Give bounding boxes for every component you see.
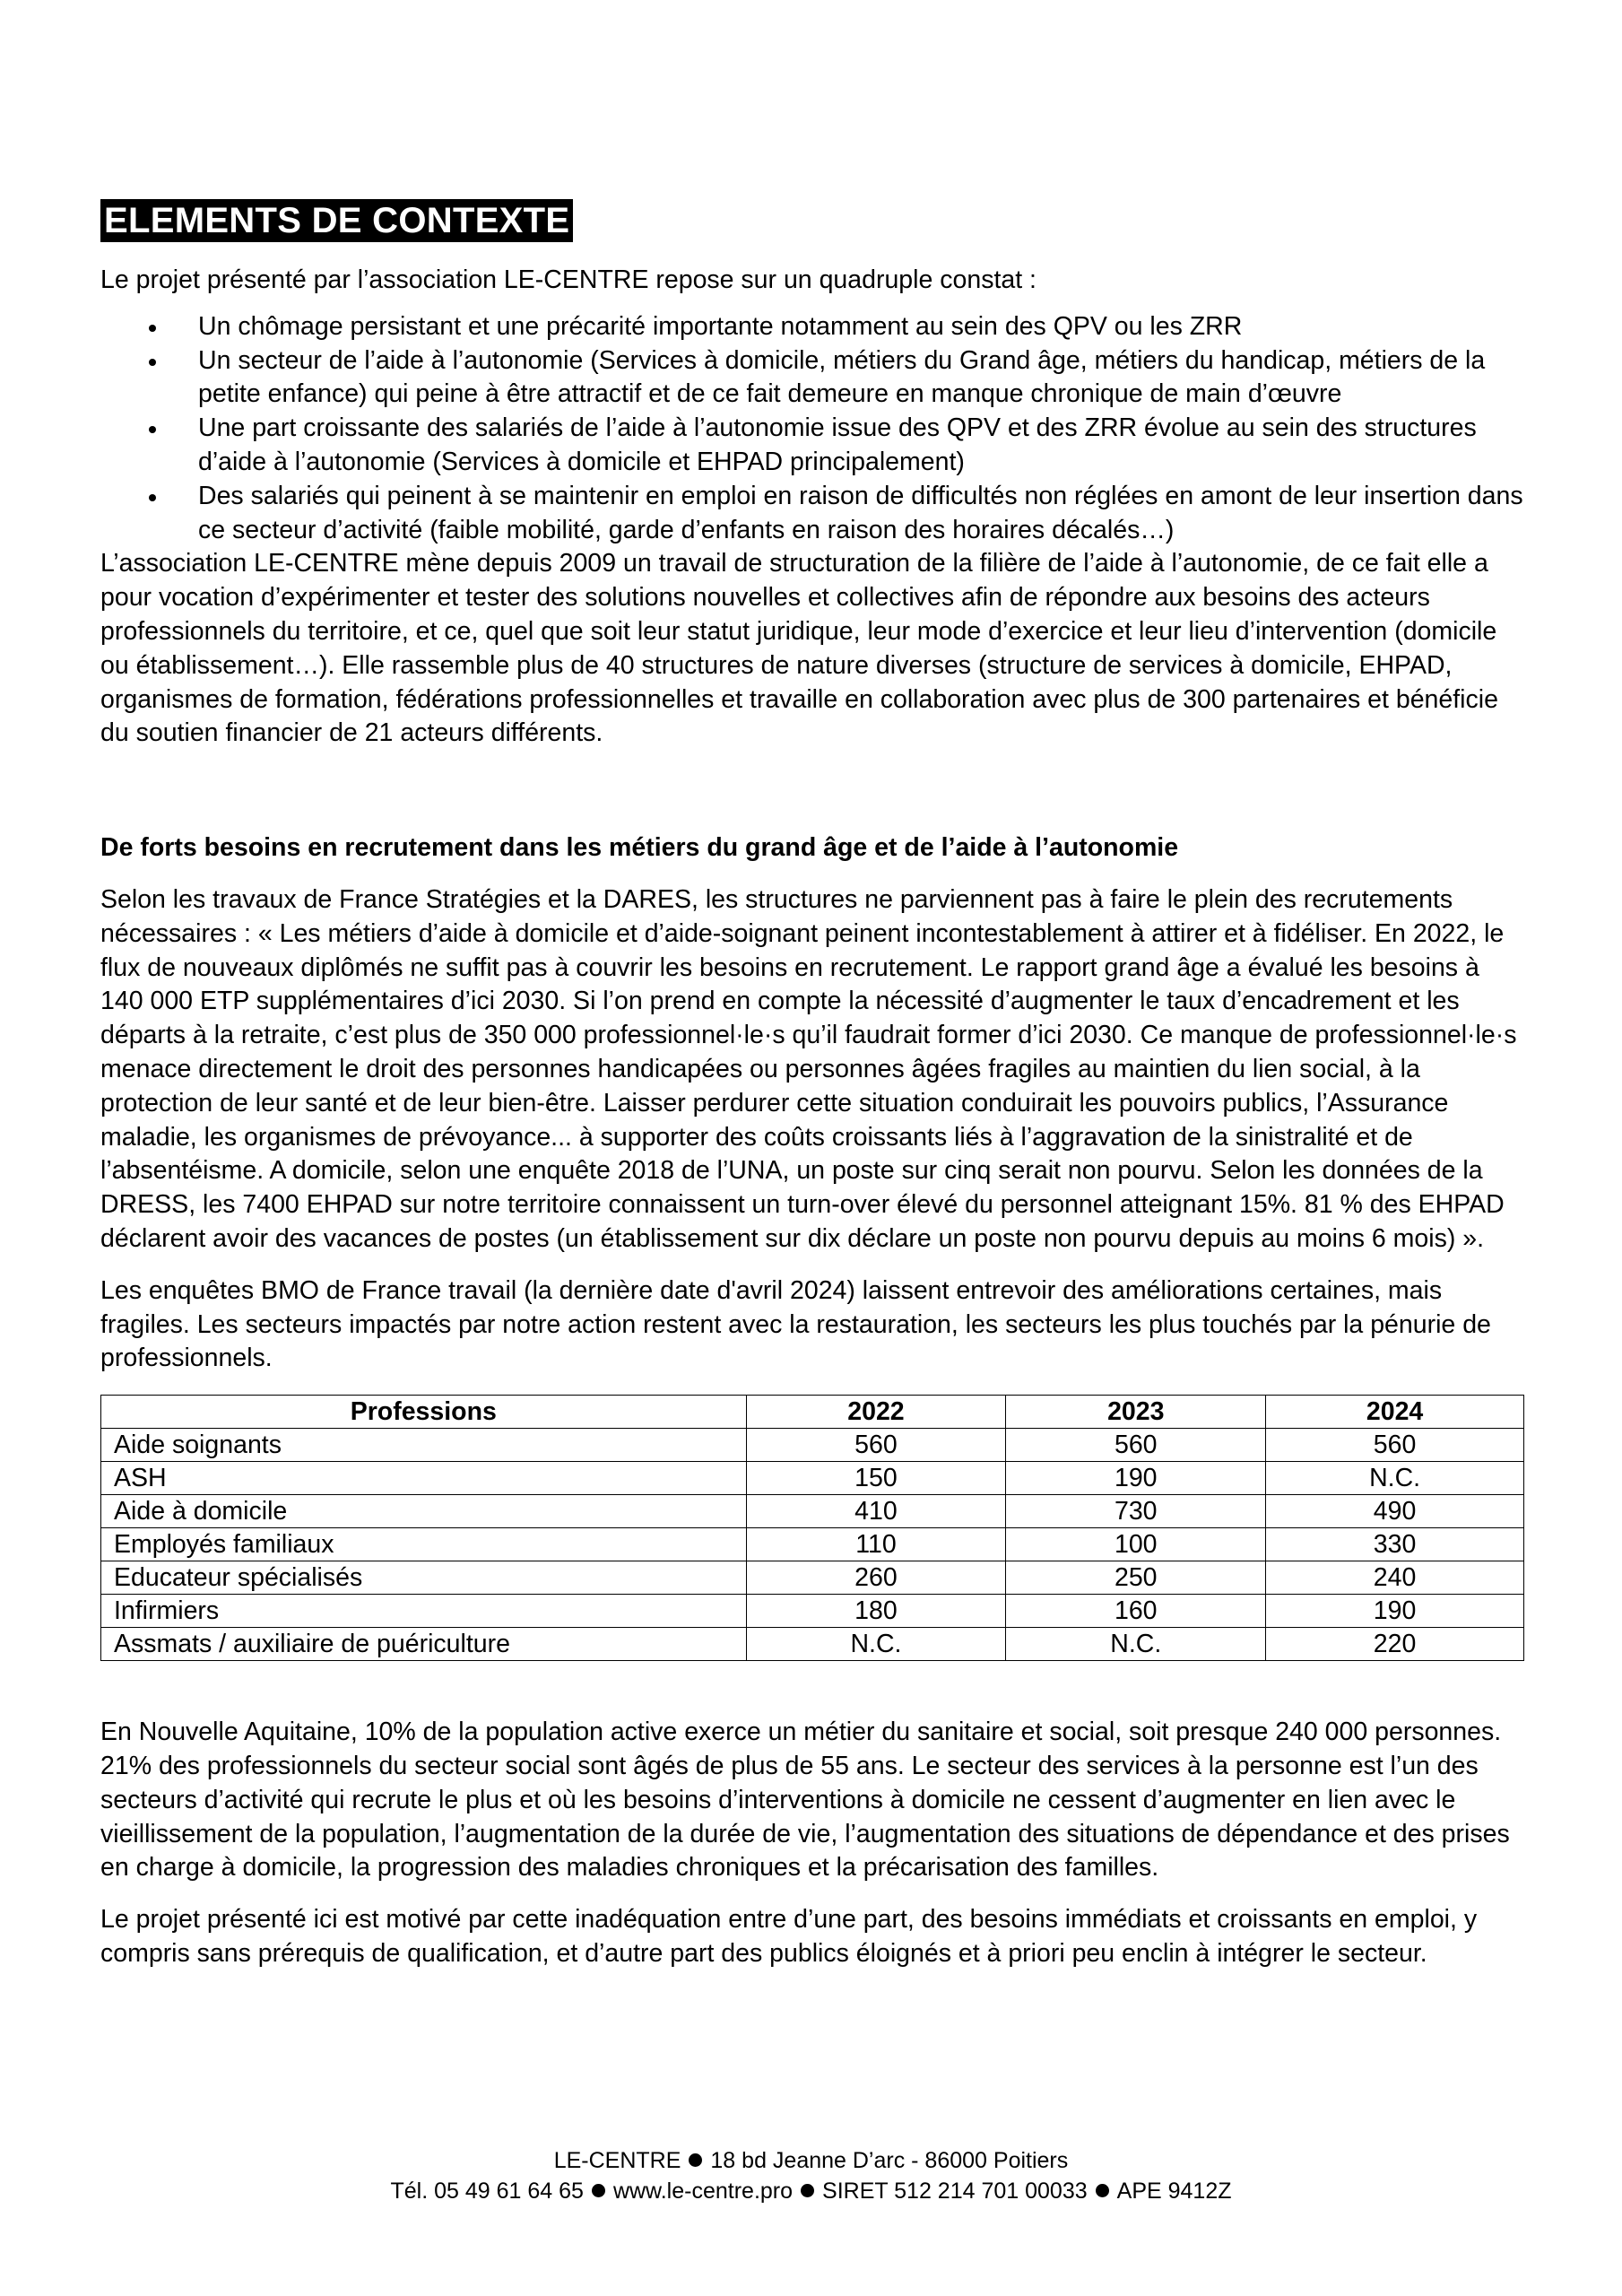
table-cell: 410 [746, 1495, 1006, 1528]
table-cell: 260 [746, 1561, 1006, 1595]
list-item: Un chômage persistant et une précarité importante notamment au sein des QPV ou les ZRR [100, 310, 1524, 344]
footer-siret: SIRET 512 214 701 00033 [822, 2179, 1088, 2204]
table-cell: ASH [101, 1462, 747, 1495]
table-cell: 110 [746, 1528, 1006, 1561]
footer-address: 18 bd Jeanne D’arc - 86000 Poitiers [710, 2148, 1069, 2173]
table-row [101, 1628, 1524, 1661]
bullet-icon [149, 359, 156, 366]
table-cell: N.C. [1266, 1462, 1524, 1495]
table-cell: Aide soignants [101, 1429, 747, 1462]
footer-website: www.le-centre.pro [612, 2179, 794, 2204]
table-cell: Aide à domicile [101, 1495, 747, 1528]
bmo-paragraph: Les enquêtes BMO de France travail (la dernière date d'avril 2024) laissent entrevoir des améliorations certaines, mais fragiles. Les secteurs impactés par notre action restent avec la restauration, les secteurs les plus touchés par la pénurie de professionnels. [100, 1275, 1491, 1373]
list-item: Des salariés qui peinent à se maintenir en emploi en raison de difficultés non réglées en amont de leur insertion dans ce secteur d’activité (faible mobilité, garde d’enfants en raison des horaires décalés…) [100, 480, 1524, 548]
table-cell: Assmats / auxiliaire de puériculture [101, 1628, 747, 1661]
table-cell: 190 [1006, 1462, 1266, 1495]
table-cell: 560 [1266, 1429, 1524, 1462]
table-row [101, 1462, 1524, 1495]
table-cell: 560 [746, 1429, 1006, 1462]
bullet-icon [689, 2153, 702, 2167]
table-row [101, 1495, 1524, 1528]
bullet-icon [149, 494, 156, 501]
table-cell: 250 [1006, 1561, 1266, 1595]
table-cell: 100 [1006, 1528, 1266, 1561]
bullet-icon [149, 426, 156, 433]
footer-ape: APE 9412Z [1116, 2179, 1232, 2204]
table-cell: 190 [1266, 1595, 1524, 1628]
intro-paragraph: Le projet présenté par l’association LE-CENTRE repose sur un quadruple constat : [100, 265, 1037, 294]
column-header: Professions [101, 1396, 747, 1429]
table-cell: 490 [1266, 1495, 1524, 1528]
table-cell: 180 [746, 1595, 1006, 1628]
association-paragraph: L’association LE-CENTRE mène depuis 2009 un travail de structuration de la filière de l’aide à l’autonomie, de ce fait elle a pour vocation d’expérimenter et tester des solutions nouvelles et collectives afin de répondre aux besoins des acteurs professionnels du territoire, et ce, quel que soit leur statut juridique, leur mode d’exercice et leur lieu d’intervention (domicile ou établissement…). Elle rassemble plus de 40 structures de nature diverses (structure de services à domicile, EHPAD, organismes de formation, fédérations professionnelles et travaille en collaboration avec plus de 300 partenaires et bénéficie du soutien financier de 21 acteurs différents. [100, 549, 1498, 748]
table-row [101, 1561, 1524, 1595]
table-header-row [101, 1396, 1524, 1429]
bullet-icon [1096, 2184, 1109, 2197]
table-cell: N.C. [746, 1628, 1006, 1661]
table-cell: 220 [1266, 1628, 1524, 1661]
page-footer [0, 2145, 1622, 2206]
table-cell: 560 [1006, 1429, 1266, 1462]
project-paragraph: Le projet présenté ici est motivé par cette inadéquation entre d’une part, des besoins immédiats et croissants en emploi, y compris sans prérequis de qualification, et d’autre part des publics éloignés et à priori peu enclin à intégrer le secteur. [100, 1905, 1478, 1968]
table-cell: Employés familiaux [101, 1528, 747, 1561]
bullet-icon [801, 2184, 814, 2197]
column-header: 2024 [1266, 1396, 1524, 1429]
table-cell: N.C. [1006, 1628, 1266, 1661]
footer-line-2 [0, 2176, 1622, 2206]
list-item: Une part croissante des salariés de l’aide à l’autonomie issue des QPV et des ZRR évolue au sein des structures d’aide à l’autonomie (Services à domicile et EHPAD principalement) [100, 412, 1524, 480]
constat-list [100, 310, 1524, 548]
professions-table [100, 1395, 1524, 1661]
table-cell: Infirmiers [101, 1595, 747, 1628]
section-title: ELEMENTS DE CONTEXTE [100, 199, 573, 242]
footer-phone: Tél. 05 49 61 64 65 [390, 2179, 584, 2204]
table-cell: 730 [1006, 1495, 1266, 1528]
list-item: Un secteur de l’aide à l’autonomie (Services à domicile, métiers du Grand âge, métiers du handicap, métiers de la petite enfance) qui peine à être attractif et de ce fait demeure en manque chronique de main d’œuvre [100, 344, 1524, 413]
table-cell: 160 [1006, 1595, 1266, 1628]
bullet-icon [592, 2184, 605, 2197]
footer-line-1 [0, 2145, 1622, 2176]
dares-paragraph: Selon les travaux de France Stratégies et la DARES, les structures ne parviennent pas à faire le plein des recrutements nécessaires : « Les métiers d’aide à domicile et d’aide-soignant peinent incontestablement à attirer et à fidéliser. En 2022, le flux de nouveaux diplômés ne suffit pas à couvrir les besoins en recrutement. Le rapport grand âge a évalué les besoins à 140 000 ETP supplémentaires d’ici 2030. Si l’on prend en compte la nécessité d’augmenter le taux d’encadrement et les départs à la retraite, c’est plus de 350 000 professionnel·le·s qu’il faudrait former d’ici 2030. Ce manque de professionnel·le·s menace directement le droit des personnes handicapées ou personnes âgées fragiles au maintien du lien social, à la protection de leur santé et de leur bien-être. Laisser perdurer cette situation conduirait les pouvoirs publics, l’Assurance maladie, les organismes de prévoyance... à supporter des coûts croissants liés à l’aggravation de la sinistralité et de l’absentéisme. A domicile, selon une enquête 2018 de l’UNA, un poste sur cinq serait non pourvu. Selon les données de la DRESS, les 7400 EHPAD sur notre territoire connaissent un turn-over élevé du personnel atteignant 15%. 81 % des EHPAD déclarent avoir des vacances de postes (un établissement sur dix déclare un poste non pourvu depuis au moins 6 mois) ». [100, 884, 1517, 1253]
document-page [100, 199, 1524, 1971]
table-cell: 240 [1266, 1561, 1524, 1595]
table-cell: 150 [746, 1462, 1006, 1495]
table-cell: 330 [1266, 1528, 1524, 1561]
table-row [101, 1429, 1524, 1462]
footer-org: LE-CENTRE [553, 2148, 681, 2173]
column-header: 2022 [746, 1396, 1006, 1429]
table-row [101, 1595, 1524, 1628]
table-cell: Educateur spécialisés [101, 1561, 747, 1595]
table-row [101, 1528, 1524, 1561]
subheading: De forts besoins en recrutement dans les métiers du grand âge et de l’aide à l’autonomie [100, 833, 1179, 863]
column-header: 2023 [1006, 1396, 1266, 1429]
aquitaine-paragraph: En Nouvelle Aquitaine, 10% de la population active exerce un métier du sanitaire et social, soit presque 240 000 personnes. 21% des professionnels du secteur social sont âgés de plus de 55 ans. Le secteur des services à la personne est l’un des secteurs d’activité qui recrute le plus et où les besoins d’interventions à domicile ne cessent d’augmenter en lien avec le vieillissement de la population, l’augmentation de la durée de vie, l’augmentation des situations de dépendance et des prises en charge à domicile, la progression des maladies chroniques et la précarisation des familles. [100, 1718, 1510, 1883]
bullet-icon [149, 325, 156, 332]
